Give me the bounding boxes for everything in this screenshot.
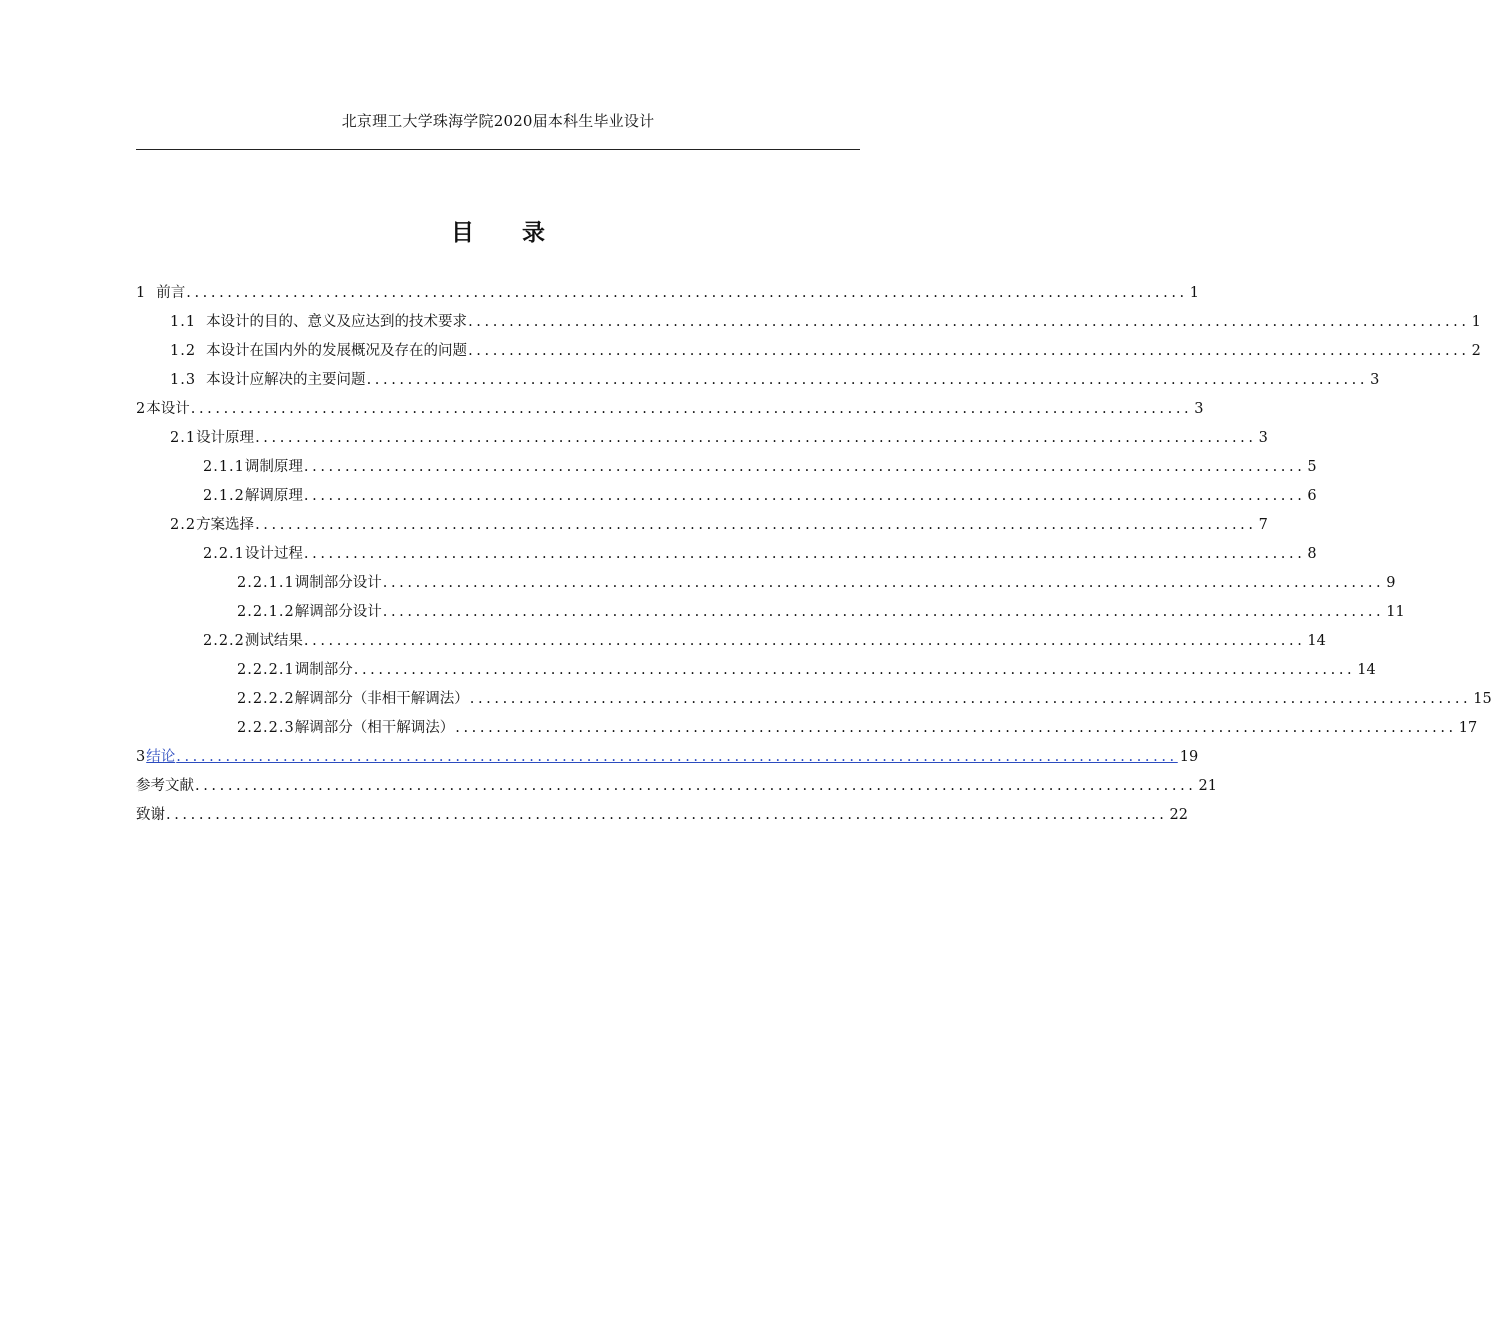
toc-page-number: 21 [1198, 778, 1217, 794]
toc-entry-title: 调制部分 [294, 662, 353, 678]
toc-page-number: 3 [1370, 372, 1380, 388]
toc-entry[interactable] [136, 598, 1405, 627]
toc-dot-leader: .......................................................................................................................... [366, 372, 1369, 388]
toc-page-number: 3 [1194, 401, 1204, 417]
toc-page-number: 3 [1258, 430, 1268, 446]
toc-dot-leader: .......................................................................................................................... [176, 749, 1178, 765]
toc-entry-title: 设计过程 [244, 546, 303, 562]
toc-entry-title: 解调部分（非相干解调法） [294, 691, 469, 707]
toc-entry[interactable] [136, 308, 1481, 337]
toc-dot-leader: .......................................................................................................................... [190, 401, 1193, 417]
toc-entry-title: 前言 [156, 285, 186, 301]
toc-entry-number: 2.2 [170, 517, 197, 533]
toc-entry[interactable] [136, 540, 1317, 569]
toc-entry-title: 本设计应解决的主要问题 [206, 372, 366, 388]
toc-entry-title: 本设计在国内外的发展概况及存在的问题 [206, 343, 468, 359]
toc-dot-leader: .......................................................................................................................... [166, 807, 1168, 823]
toc-entry[interactable] [136, 366, 1380, 395]
toc-entry-number: 2.1.1 [203, 459, 245, 475]
toc-entry[interactable] [136, 656, 1376, 685]
toc-entry-number: 2.1 [170, 430, 197, 446]
toc-entry[interactable] [136, 482, 1317, 511]
toc-entry[interactable] [136, 395, 1204, 424]
toc-page-number: 14 [1307, 633, 1326, 649]
toc-page-number: 15 [1473, 691, 1492, 707]
toc-entry-number: 2.2.2.3 [237, 720, 295, 736]
toc-dot-leader: .......................................................................................................................... [469, 691, 1472, 707]
toc-entry[interactable] [136, 685, 1492, 714]
toc-entry-number: 1.3 [170, 372, 197, 388]
toc-entry-number: 2.1.2 [203, 488, 245, 504]
toc-dot-leader: .......................................................................................................................... [303, 488, 1306, 504]
toc-dot-leader: .......................................................................................................................... [455, 720, 1457, 736]
toc-entry[interactable] [136, 511, 1268, 540]
toc-entry-title: 解调原理 [244, 488, 303, 504]
toc-title: 目 录 [450, 219, 565, 246]
toc-entry[interactable] [136, 743, 1199, 772]
toc-entry[interactable] [136, 279, 1199, 308]
toc-page-number: 19 [1179, 749, 1199, 765]
running-header: 北京理工大学珠海学院2020届本科生毕业设计 [341, 112, 655, 130]
toc-entry[interactable] [136, 772, 1217, 801]
toc-page-number: 1 [1189, 285, 1199, 301]
toc-dot-leader: .......................................................................................................................... [255, 517, 1257, 533]
toc-entry-title: 方案选择 [196, 517, 255, 533]
toc-page-number: 7 [1258, 517, 1268, 533]
toc-entry-title: 致谢 [136, 807, 165, 823]
toc-page-number: 8 [1307, 546, 1317, 562]
toc-page-number: 11 [1386, 604, 1405, 620]
toc-entry-number: 3 [136, 749, 147, 765]
toc-entry-number: 2.2.1 [203, 546, 245, 562]
toc-page-number: 9 [1386, 575, 1396, 591]
toc-entry-title: 解调部分设计 [294, 604, 382, 620]
toc-entry[interactable] [136, 337, 1481, 366]
toc-page-number: 2 [1471, 343, 1481, 359]
toc-dot-leader: .......................................................................................................................... [353, 662, 1356, 678]
toc-page-number: 17 [1458, 720, 1478, 736]
toc-entry-number: 1.1 [170, 314, 197, 330]
toc-dot-leader: .......................................................................................................................... [468, 343, 1470, 359]
toc-entry-number: 2.2.1.1 [237, 575, 295, 591]
toc-entry[interactable] [136, 424, 1268, 453]
header-divider [136, 149, 860, 150]
toc-dot-leader: .......................................................................................................................... [468, 314, 1470, 330]
toc-entry[interactable] [136, 453, 1317, 482]
toc-page-number: 22 [1169, 807, 1188, 823]
toc-entry-number: 2.2.1.2 [237, 604, 295, 620]
toc-dot-leader: .......................................................................................................................... [303, 633, 1306, 649]
toc-dot-leader: .......................................................................................................................... [303, 546, 1306, 562]
toc-dot-leader: .......................................................................................................................... [382, 604, 1385, 620]
toc-dot-leader: .......................................................................................................................... [186, 285, 1188, 301]
table-of-contents [136, 279, 1492, 830]
toc-page-number: 1 [1471, 314, 1481, 330]
toc-entry-link[interactable]: 结论 [146, 749, 176, 765]
toc-dot-leader: .......................................................................................................................... [303, 459, 1306, 475]
toc-page-number: 5 [1307, 459, 1317, 475]
toc-entry-number: 2 [136, 401, 147, 417]
toc-entry[interactable] [136, 801, 1188, 830]
toc-entry-title: 调制部分设计 [294, 575, 382, 591]
toc-entry-title: 参考文献 [136, 778, 194, 794]
toc-entry-title: 本设计的目的、意义及应达到的技术要求 [206, 314, 468, 330]
toc-entry[interactable] [136, 627, 1326, 656]
toc-entry-title: 设计原理 [196, 430, 255, 446]
toc-page-number: 6 [1307, 488, 1317, 504]
toc-dot-leader: .......................................................................................................................... [195, 778, 1197, 794]
toc-entry-number: 2.2.2.1 [237, 662, 295, 678]
toc-page-number: 14 [1357, 662, 1376, 678]
toc-entry-number: 2.2.2 [203, 633, 245, 649]
toc-entry-title: 调制原理 [244, 459, 303, 475]
toc-entry[interactable] [136, 714, 1478, 743]
toc-entry[interactable] [136, 569, 1396, 598]
toc-entry-number: 2.2.2.2 [237, 691, 295, 707]
toc-entry-title: 本设计 [146, 401, 190, 417]
toc-dot-leader: .......................................................................................................................... [382, 575, 1385, 591]
toc-entry-title: 测试结果 [244, 633, 303, 649]
toc-entry-title: 解调部分（相干解调法） [294, 720, 455, 736]
toc-dot-leader: .......................................................................................................................... [255, 430, 1257, 446]
toc-entry-number: 1.2 [170, 343, 197, 359]
toc-entry-number: 1 [136, 285, 147, 301]
